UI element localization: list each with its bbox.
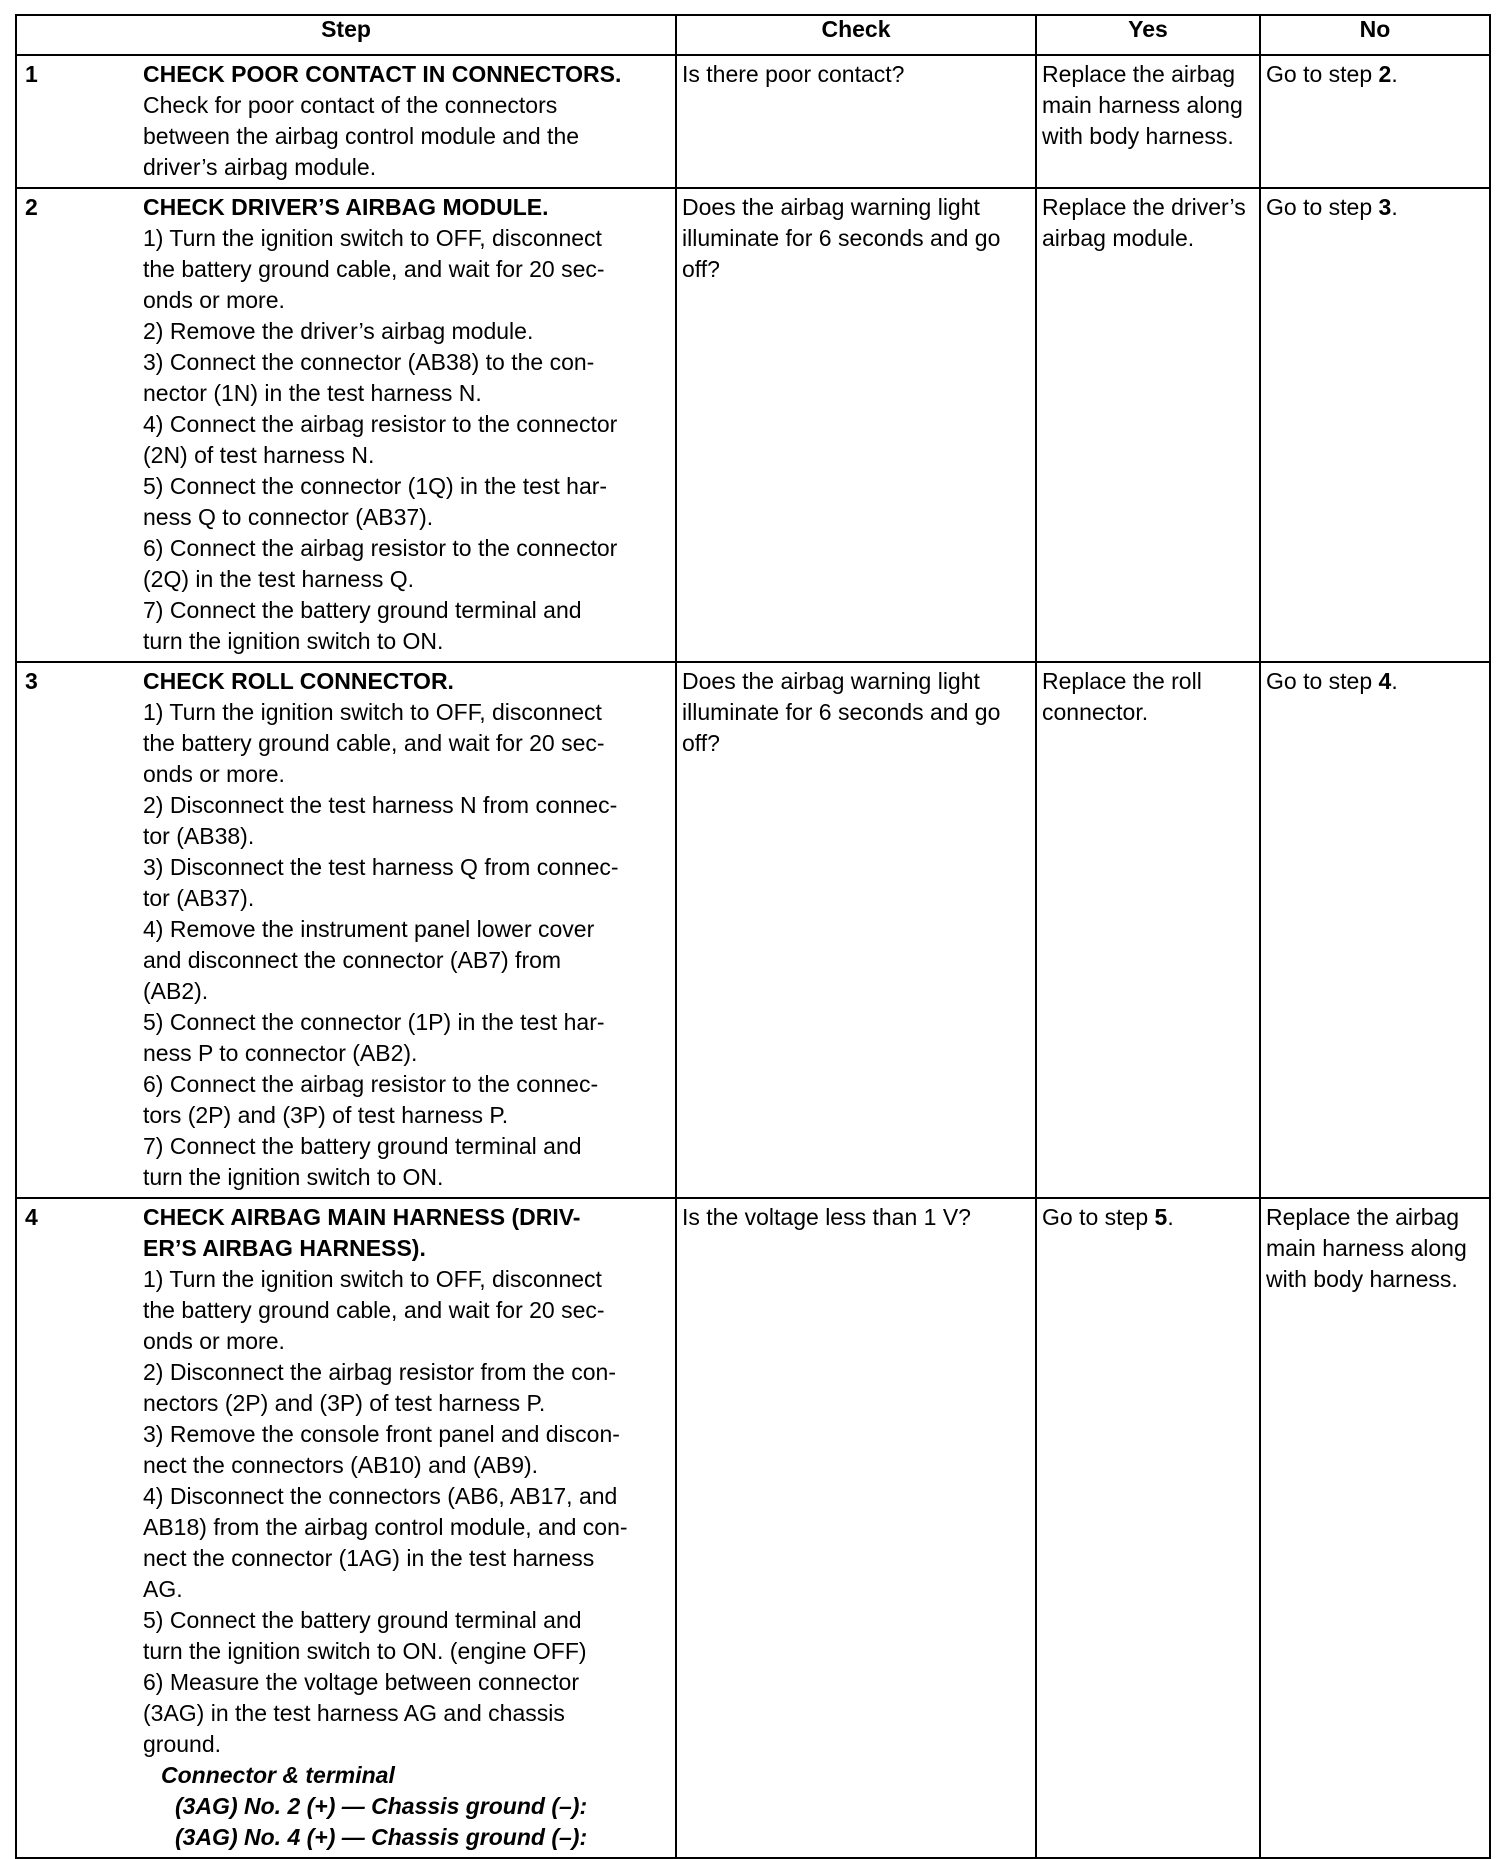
step-line: (AB2). bbox=[143, 978, 209, 1004]
step-line: 2) Disconnect the airbag resistor from the con- bbox=[143, 1359, 616, 1385]
step-line: onds or more. bbox=[143, 1328, 285, 1354]
step-line: the battery ground cable, and wait for 20 sec- bbox=[143, 1297, 605, 1323]
table-row bbox=[16, 188, 1490, 662]
step-line: Check for poor contact of the connectors bbox=[143, 92, 558, 118]
yes-cell: Replace the driver’s airbag module. bbox=[1036, 188, 1260, 662]
step-line: (3AG) in the test harness AG and chassis bbox=[143, 1700, 565, 1726]
step-title: CHECK POOR CONTACT IN CONNECTORS. bbox=[143, 61, 622, 87]
no-text: Go to step bbox=[1266, 61, 1379, 87]
step-line: 3) Disconnect the test harness Q from connec- bbox=[143, 854, 619, 880]
check-cell: Does the airbag warning light illuminate for 6 seconds and go off? bbox=[676, 662, 1036, 1198]
check-cell: Does the airbag warning light illuminate for 6 seconds and go off? bbox=[676, 188, 1036, 662]
step-title-continued: ER’S AIRBAG HARNESS). bbox=[143, 1235, 426, 1261]
yes-cell: Replace the roll connector. bbox=[1036, 662, 1260, 1198]
step-line: nectors (2P) and (3P) of test harness P. bbox=[143, 1390, 546, 1416]
step-line: (2N) of test harness N. bbox=[143, 442, 375, 468]
terminal-line: (3AG) No. 4 (+) — Chassis ground (–): bbox=[175, 1824, 588, 1850]
step-number: 3 bbox=[25, 668, 38, 694]
step-line: 5) Connect the battery ground terminal and bbox=[143, 1607, 582, 1633]
step-number: 1 bbox=[25, 61, 38, 87]
no-cell bbox=[1260, 188, 1490, 662]
step-line: turn the ignition switch to ON. (engine OFF) bbox=[143, 1638, 587, 1664]
step-line: nect the connector (1AG) in the test harness bbox=[143, 1545, 595, 1571]
step-title: CHECK ROLL CONNECTOR. bbox=[143, 668, 454, 694]
step-cell bbox=[16, 188, 676, 662]
step-body bbox=[143, 189, 675, 661]
step-line: 7) Connect the battery ground terminal and bbox=[143, 1133, 582, 1159]
step-line: nect the connectors (AB10) and (AB9). bbox=[143, 1452, 539, 1478]
step-line: and disconnect the connector (AB7) from bbox=[143, 947, 562, 973]
step-cell bbox=[16, 662, 676, 1198]
header-step: Step bbox=[16, 15, 676, 55]
step-line: 1) Turn the ignition switch to OFF, disconnect bbox=[143, 225, 602, 251]
page bbox=[15, 14, 1489, 1859]
header-no: No bbox=[1260, 15, 1490, 55]
no-cell bbox=[1260, 662, 1490, 1198]
no-step-ref: 3 bbox=[1378, 194, 1392, 220]
yes-cell bbox=[1036, 1198, 1260, 1858]
step-line: ness P to connector (AB2). bbox=[143, 1040, 418, 1066]
step-line: 5) Connect the connector (1P) in the test har- bbox=[143, 1009, 605, 1035]
step-line: turn the ignition switch to ON. bbox=[143, 628, 444, 654]
terminal-line: (3AG) No. 2 (+) — Chassis ground (–): bbox=[175, 1793, 588, 1819]
step-line: 6) Measure the voltage between connector bbox=[143, 1669, 579, 1695]
step-line: tors (2P) and (3P) of test harness P. bbox=[143, 1102, 509, 1128]
step-number: 2 bbox=[25, 194, 38, 220]
step-line: 1) Turn the ignition switch to OFF, disconnect bbox=[143, 699, 602, 725]
step-line: tor (AB37). bbox=[143, 885, 255, 911]
table-row bbox=[16, 55, 1490, 188]
header-yes: Yes bbox=[1036, 15, 1260, 55]
yes-text: Go to step bbox=[1042, 1204, 1155, 1230]
header-check: Check bbox=[676, 15, 1036, 55]
table-row bbox=[16, 662, 1490, 1198]
step-line: AB18) from the airbag control module, and con- bbox=[143, 1514, 628, 1540]
step-line: onds or more. bbox=[143, 761, 285, 787]
check-cell: Is the voltage less than 1 V? bbox=[676, 1198, 1036, 1858]
no-suffix: . bbox=[1391, 668, 1398, 694]
step-line: 3) Remove the console front panel and discon- bbox=[143, 1421, 620, 1447]
step-body bbox=[143, 56, 675, 187]
no-step-ref: 4 bbox=[1378, 668, 1392, 694]
step-line: 3) Connect the connector (AB38) to the con- bbox=[143, 349, 595, 375]
step-line: 4) Disconnect the connectors (AB6, AB17, and bbox=[143, 1483, 618, 1509]
step-line: the battery ground cable, and wait for 20 sec- bbox=[143, 730, 605, 756]
yes-step-ref: 5 bbox=[1154, 1204, 1168, 1230]
check-cell: Is there poor contact? bbox=[676, 55, 1036, 188]
no-suffix: . bbox=[1391, 61, 1398, 87]
step-line: 2) Remove the driver’s airbag module. bbox=[143, 318, 534, 344]
step-line: 6) Connect the airbag resistor to the connector bbox=[143, 535, 618, 561]
no-cell bbox=[1260, 55, 1490, 188]
step-line: ness Q to connector (AB37). bbox=[143, 504, 434, 530]
step-cell bbox=[16, 1198, 676, 1858]
step-number: 4 bbox=[25, 1204, 38, 1230]
table-row bbox=[16, 1198, 1490, 1858]
step-title: CHECK DRIVER’S AIRBAG MODULE. bbox=[143, 194, 549, 220]
terminal-heading: Connector & terminal bbox=[161, 1762, 395, 1788]
step-line: turn the ignition switch to ON. bbox=[143, 1164, 444, 1190]
step-line: 7) Connect the battery ground terminal and bbox=[143, 597, 582, 623]
header-row bbox=[16, 15, 1490, 55]
step-title: CHECK AIRBAG MAIN HARNESS (DRIV- bbox=[143, 1204, 581, 1230]
step-line: 4) Remove the instrument panel lower cover bbox=[143, 916, 595, 942]
step-line: 6) Connect the airbag resistor to the connec- bbox=[143, 1071, 599, 1097]
step-line: nector (1N) in the test harness N. bbox=[143, 380, 482, 406]
no-cell: Replace the airbag main harness along with body harness. bbox=[1260, 1198, 1490, 1858]
step-line: (2Q) in the test harness Q. bbox=[143, 566, 415, 592]
no-step-ref: 2 bbox=[1378, 61, 1392, 87]
no-text: Go to step bbox=[1266, 194, 1379, 220]
step-line: AG. bbox=[143, 1576, 183, 1602]
no-suffix: . bbox=[1391, 194, 1398, 220]
step-line: the battery ground cable, and wait for 20 sec- bbox=[143, 256, 605, 282]
yes-cell: Replace the airbag main harness along with body harness. bbox=[1036, 55, 1260, 188]
yes-suffix: . bbox=[1167, 1204, 1174, 1230]
step-cell bbox=[16, 55, 676, 188]
step-line: 5) Connect the connector (1Q) in the test har- bbox=[143, 473, 608, 499]
step-line: 4) Connect the airbag resistor to the connector bbox=[143, 411, 618, 437]
step-body bbox=[143, 663, 675, 1197]
step-line: 1) Turn the ignition switch to OFF, disconnect bbox=[143, 1266, 602, 1292]
step-line: between the airbag control module and the bbox=[143, 123, 580, 149]
diagnostic-table bbox=[15, 14, 1491, 1859]
step-line: 2) Disconnect the test harness N from connec- bbox=[143, 792, 618, 818]
step-line: driver’s airbag module. bbox=[143, 154, 377, 180]
step-body bbox=[143, 1199, 675, 1857]
step-line: onds or more. bbox=[143, 287, 285, 313]
step-line: tor (AB38). bbox=[143, 823, 255, 849]
step-line: ground. bbox=[143, 1731, 222, 1757]
no-text: Go to step bbox=[1266, 668, 1379, 694]
